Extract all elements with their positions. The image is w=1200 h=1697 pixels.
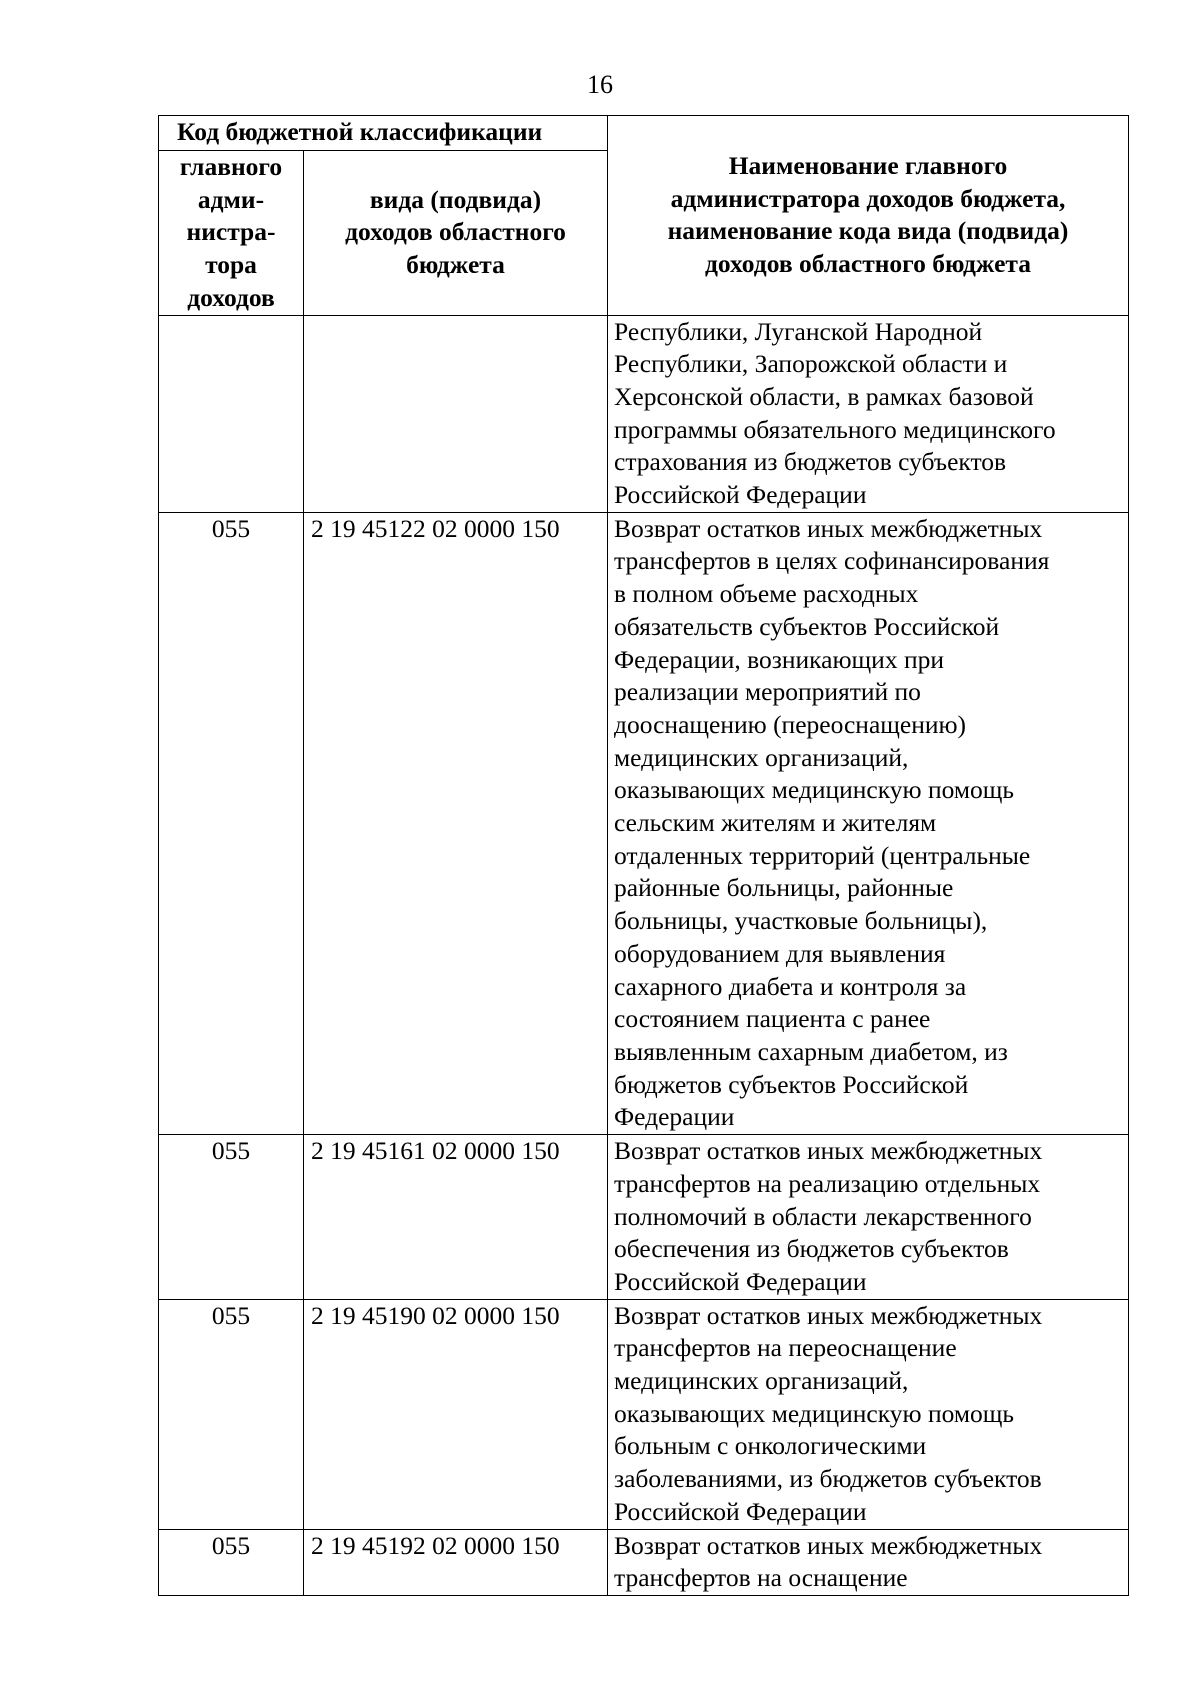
income-name-line: реализации мероприятий по	[614, 677, 921, 707]
income-name-line: дооснащению (переоснащению)	[614, 709, 967, 739]
income-name-line: Республики, Запорожской области и	[614, 349, 1008, 379]
income-name-line: медицинских организаций,	[614, 1366, 909, 1396]
income-name-line: в полном объеме расходных	[614, 579, 919, 609]
income-name-line: полномочий в области лекарственного	[614, 1201, 1032, 1231]
income-name-line: отдаленных территорий (центральные	[614, 840, 1031, 870]
header-admin-line: главного	[179, 152, 283, 181]
income-name-line: оборудованием для выявления	[614, 938, 946, 968]
income-name-line: Херсонской области, в рамках базовой	[614, 381, 1034, 411]
table-row	[159, 512, 1129, 1134]
income-code-cell: 2 19 45190 02 0000 150	[304, 1299, 608, 1529]
header-admin-line: доходов	[187, 282, 275, 312]
income-name-line: состоянием пациента с ранее	[614, 1004, 931, 1034]
income-name-line: оказывающих медицинскую помощь	[614, 1398, 1015, 1428]
income-name-line: программы обязательного медицинского	[614, 414, 1056, 444]
header-name-line: доходов областного бюджета	[705, 248, 1031, 278]
table-row	[159, 1299, 1129, 1529]
admin-code-cell: 055	[159, 512, 304, 1134]
table-body	[159, 315, 1129, 1595]
income-name-line: Возврат остатков иных межбюджетных	[614, 513, 1043, 543]
header-budget-classification-code: Код бюджетной классификации	[159, 116, 608, 151]
header-type-column	[304, 151, 608, 316]
income-name-line: Российской Федерации	[614, 1496, 867, 1526]
income-code-cell: 2 19 45192 02 0000 150	[304, 1529, 608, 1595]
income-name-line: Российской Федерации	[614, 480, 867, 510]
income-name-line: районные больницы, районные	[614, 873, 954, 903]
income-name-line: Возврат остатков иных межбюджетных	[614, 1530, 1043, 1560]
income-code-cell: 2 19 45161 02 0000 150	[304, 1135, 608, 1300]
income-name-line: больницы, участковые больницы),	[614, 906, 988, 936]
income-name-cell	[608, 1529, 1129, 1595]
income-name-line: выявленным сахарным диабетом, из	[614, 1036, 1008, 1066]
budget-classification-table	[158, 115, 1129, 1596]
income-name-cell	[608, 1135, 1129, 1300]
income-name-line: медицинских организаций,	[614, 742, 909, 772]
income-name-cell	[608, 315, 1129, 512]
table-row	[159, 315, 1129, 512]
income-name-line: заболеваниями, из бюджетов субъектов	[614, 1464, 1042, 1494]
income-name-line: Федерации, возникающих при	[614, 644, 944, 674]
income-name-line: страхования из бюджетов субъектов	[614, 447, 1007, 477]
header-name-line: администратора доходов бюджета,	[670, 183, 1066, 213]
income-name-line: больным с онкологическими	[614, 1431, 927, 1461]
income-name-line: трансфертов на переоснащение	[614, 1333, 957, 1363]
income-name-line: оказывающих медицинскую помощь	[614, 775, 1015, 805]
income-name-line: Республики, Луганской Народной	[614, 316, 983, 346]
income-name-line: Возврат остатков иных межбюджетных	[614, 1136, 1043, 1166]
income-code-cell: 2 19 45122 02 0000 150	[304, 512, 608, 1134]
income-name-line: сахарного диабета и контроля за	[614, 971, 967, 1001]
header-admin-line: адми-	[197, 184, 265, 214]
header-name-line: наименование кода вида (подвида)	[667, 216, 1069, 246]
income-name-cell	[608, 1299, 1129, 1529]
table-row	[159, 1135, 1129, 1300]
income-name-line: сельским жителям и жителям	[614, 808, 937, 838]
header-type-line: бюджета	[406, 250, 505, 280]
table-row	[159, 1529, 1129, 1595]
header-name-column	[608, 116, 1129, 316]
income-code-cell	[304, 315, 608, 512]
header-type-line: доходов областного	[345, 217, 566, 247]
income-name-line: обязательств субъектов Российской	[614, 611, 1000, 641]
income-name-line: трансфертов в целях софинансирования	[614, 546, 1050, 576]
income-name-line: Возврат остатков иных межбюджетных	[614, 1300, 1043, 1330]
income-name-line: трансфертов на оснащение	[614, 1563, 908, 1593]
header-admin-column	[159, 151, 304, 316]
header-type-line: вида (подвида)	[369, 184, 542, 214]
header-admin-line: нистра-	[186, 217, 276, 247]
income-name-line: бюджетов субъектов Российской	[614, 1069, 969, 1099]
admin-code-cell	[159, 315, 304, 512]
income-name-line: обеспечения из бюджетов субъектов	[614, 1234, 1009, 1264]
header-name-line: Наименование главного	[728, 150, 1008, 180]
income-name-line: трансфертов на реализацию отдельных	[614, 1168, 1041, 1198]
header-admin-line: тора	[205, 250, 257, 280]
admin-code-cell: 055	[159, 1299, 304, 1529]
income-name-line: Федерации	[614, 1102, 735, 1132]
admin-code-cell: 055	[159, 1135, 304, 1300]
admin-code-cell: 055	[159, 1529, 304, 1595]
income-name-cell	[608, 512, 1129, 1134]
income-name-line: Российской Федерации	[614, 1266, 867, 1296]
page-number: 16	[587, 70, 613, 99]
